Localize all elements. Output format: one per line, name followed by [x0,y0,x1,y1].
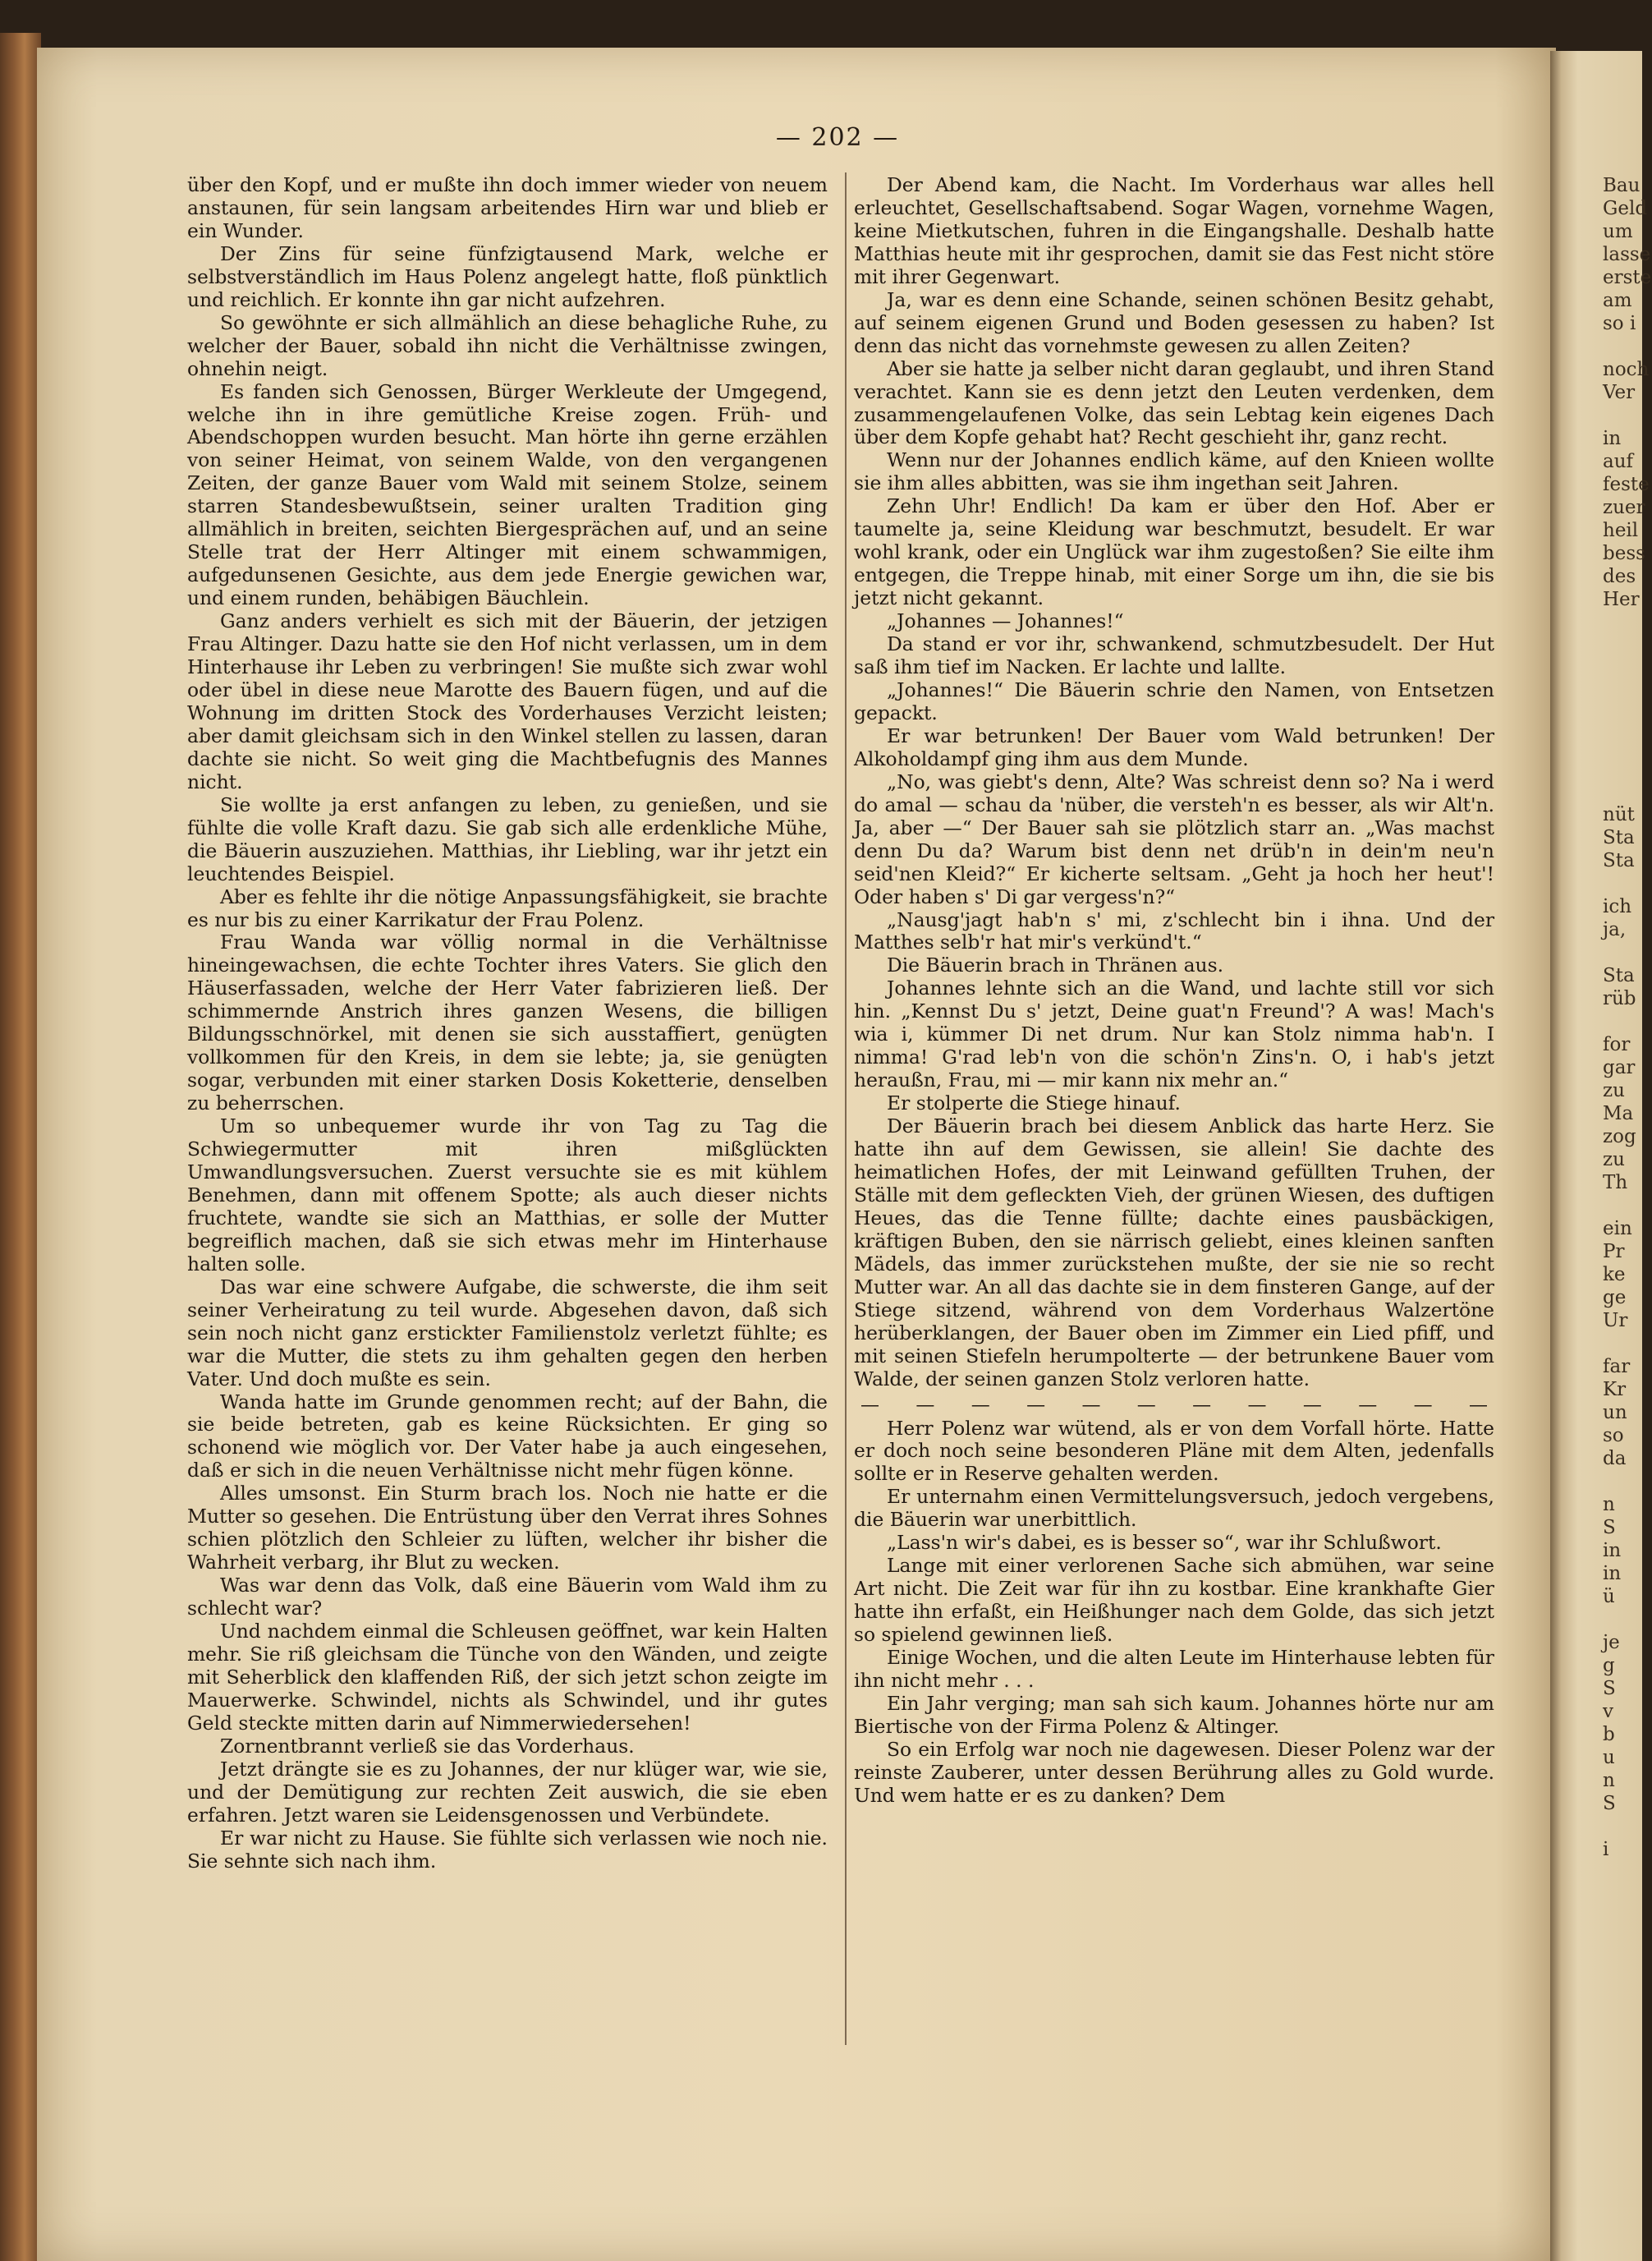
adjacent-page-fragment: ein [1603,1218,1632,1239]
adjacent-page-fragment: zu [1603,1080,1625,1101]
paragraph: Lange mit einer verlorenen Sache sich abmühen, war seine Art nicht. Die Zeit war für ihn zu kostbar. Eine krankhafte Gier hatte ihn erfaßt, ein Heißhunger nach dem Golde, das sich jetzt so spielend gewinnen ließ. [854,1554,1494,1647]
adjacent-page-fragment: je [1603,1632,1620,1653]
adjacent-page-fragment: Th [1603,1172,1628,1193]
paragraph: Zornentbrannt verließ sie das Vorderhaus. [220,1734,635,1758]
adjacent-page-fragment: lasse [1603,244,1651,265]
paragraph: Aber sie hatte ja selber nicht daran geglaubt, und ihren Stand verachtet. Kann sie es denn jetzt den Leuten verdenken, dem zusammengelaufenen Volke, das sein Lebtag kein eigenes Dach über dem Kopfe gehabt hat? Recht geschieht ihr, ganz recht. [854,356,1494,449]
column-divider [845,172,847,2045]
adjacent-page-fragment: rüb [1603,988,1636,1009]
adjacent-page-fragment: um [1603,221,1633,242]
paragraph: Herr Polenz war wütend, als er von dem Vorfall hörte. Hatte er doch noch seine besonderen Pläne mit dem Alten, jedenfalls sollte er in Reserve gehalten werden. [854,1416,1494,1486]
paragraph: Er war betrunken! Der Bauer vom Wald betrunken! Der Alkoholdampf ging ihm aus dem Munde. [854,724,1494,770]
paragraph: Und nachdem einmal die Schleusen geöffnet, war kein Halten mehr. Sie riß gleichsam die Tünche von den Wänden, und zeigte mit Seherblick den klaffenden Riß, der sich jetzt schon zeigte im Mauerwerke. Schwindel, nichts als Schwindel, und ihr gutes Geld steckte mitten darin auf Nimmerwiedersehen! [187,1620,828,1735]
paragraph: Einige Wochen, und die alten Leute im Hinterhause lebten für ihn nicht mehr . . . [854,1646,1494,1692]
adjacent-page-fragment: Sta [1603,850,1635,871]
adjacent-page-fragment: feste [1603,474,1650,495]
paragraph: „Lass'n wir's dabei, es is besser so“, war ihr Schlußwort. [887,1531,1442,1555]
adjacent-page-fragment: zog [1603,1126,1636,1147]
paragraph: Wenn nur der Johannes endlich käme, auf den Knieen wollte sie ihm alles abbitten, was sie ihm ingethan seit Jahren. [854,448,1494,495]
paragraph: Die Bäuerin brach in Thränen aus. [887,954,1224,977]
adjacent-page-fragment: v [1603,1701,1613,1722]
adjacent-page-fragment: S [1603,1678,1616,1699]
paragraph: Ein Jahr verging; man sah sich kaum. Johannes hörte nur am Biertische von der Firma Polenz & Altinger. [854,1691,1494,1738]
adjacent-page-fragment: so i [1603,313,1636,334]
section-separator-dashes: — — — — — — — — — — — — [860,1394,1488,1416]
paragraph: Er stolperte die Stiege hinauf. [887,1091,1181,1115]
adjacent-page-fragment: gar [1603,1057,1636,1078]
adjacent-page-fragment: am [1603,290,1632,311]
adjacent-page-fragment: Bau [1603,175,1641,196]
adjacent-page-fragment: un [1603,1402,1627,1423]
adjacent-page-fragment: zu [1603,1149,1625,1170]
adjacent-page-fragment: ü [1603,1586,1615,1607]
adjacent-page-fragment: heil [1603,520,1639,541]
adjacent-page-fragment: erste [1603,267,1652,288]
paragraph: Sie wollte ja erst anfangen zu leben, zu genießen, und sie fühlte die volle Kraft dazu. Sie gab sich alle erdenkliche Mühe, die Bäuerin auszuziehen. Matthias, ihr Liebling, war ihr jetzt ein leuchtendes Beispiel. [187,793,828,885]
paragraph: „Nausg'jagt hab'n s' mi, z'schlecht bin i ihna. Und der Matthes selb'r hat mir's verkünd't.“ [854,908,1494,954]
paragraph: Er unternahm einen Vermittelungsversuch, jedoch vergebens, die Bäuerin war unerbittlich. [854,1485,1494,1532]
page-number: — 202 — [775,123,900,152]
adjacent-page-fragment: ke [1603,1264,1626,1285]
adjacent-page-fragment: in [1603,1540,1622,1561]
paragraph: Alles umsonst. Ein Sturm brach los. Noch nie hatte er die Mutter so gesehen. Die Entrüstung über den Verrat ihres Sohnes schien plötzlich den Schleier zu lüften, welcher ihr bisher die Wahrheit verbarg, ihr Blut zu wecken. [187,1482,828,1574]
adjacent-page-fragment: for [1603,1034,1631,1055]
adjacent-page-fragment: ich [1603,896,1632,917]
paragraph: Der Abend kam, die Nacht. Im Vorderhaus war alles hell erleuchtet, Gesellschaftsabend. Sogar Wagen, vornehme Wagen, keine Mietkutschen, fuhren in die Eingangshalle. Deshalb hatte Matthias heute mit ihr gesprochen, damit sie das Fest nicht störe mit ihrer Gegenwart. [854,173,1494,288]
adjacent-page-fragment: so [1603,1425,1624,1446]
paragraph: Wanda hatte im Grunde genommen recht; auf der Bahn, die sie beide betreten, gab es keine Rücksichten. Er ging so schonend wie möglich vor. Der Vater habe ja auch eingesehen, daß er sich in die neuen Verhältnisse nicht mehr fügen könne. [187,1390,828,1482]
paragraph: Um so unbequemer wurde ihr von Tag zu Tag die Schwiegermutter mit ihren mißglückten Umwandlungsversuchen. Zuerst versuchte sie es mit kühlem Benehmen, dann mit offenem Spotte; als auch dieser nichts fruchtete, wandte sie sich an Matthias, er solle der Mutter begreiflich machen, daß sie sich etwas mehr im Hinterhause halten solle. [187,1114,828,1275]
adjacent-page-fragment: noch [1603,359,1650,380]
paragraph: Da stand er vor ihr, schwankend, schmutzbesudelt. Der Hut saß ihm tief im Nacken. Er lachte und lallte. [854,632,1494,679]
adjacent-page-fragment: Sta [1603,965,1635,986]
adjacent-page-fragment: ja, [1603,919,1627,940]
adjacent-page-fragment: far [1603,1356,1631,1377]
paragraph: Johannes lehnte sich an die Wand, und lachte still vor sich hin. „Kennst Du s' jetzt, Deine guat'n Freund'? A was! Mach's wia i, kümmer Di net drum. Nur kan Stolz nimma hab'n. I nimma! G'rad leb'n von die schön'n Zins'n. O, i hab's jetzt heraußn, Frau, mi — mir kann nix mehr an.“ [854,977,1494,1092]
adjacent-page-fragment: in [1603,428,1622,449]
adjacent-page-fragment: S [1603,1517,1616,1538]
paragraph: „Johannes — Johannes!“ [887,609,1124,633]
adjacent-page-fragment: g [1603,1655,1615,1676]
paragraph: Es fanden sich Genossen, Bürger Werkleute der Umgegend, welche ihn in ihre gemütliche Kreise zogen. Früh- und Abendschoppen wurden besucht. Man hörte ihn gerne erzählen von seiner Heimat, von seinem Walde, von den vergangenen Zeiten, der ganze Bauer vom Wald mit seinem Stolze, seinem starren Standesbewußtsein, seiner uralten Tradition ging allmählich in breiten, seichten Biergesprächen auf, und an seine Stelle trat der Herr Altinger mit einem schwammigen, aufgedunsenen Gesichte, aus dem jede Energie gewichen war, und einem runden, behäbigen Bäuchlein. [187,379,828,610]
adjacent-page-fragment: n [1603,1770,1615,1791]
left-text-column [187,174,828,2047]
adjacent-page-fragment: Ur [1603,1310,1628,1331]
paragraph: Zehn Uhr! Endlich! Da kam er über den Hof. Aber er taumelte ja, seine Kleidung war beschmutzt, besudelt. Er war wohl krank, oder ein Unglück war ihm zugestoßen? Sie eilte ihm entgegen, die Treppe hinab, mit einer Sorge um ihn, die sie bis jetzt nicht gekannt. [854,494,1494,610]
adjacent-page-fragment: da [1603,1448,1627,1469]
paragraph: Ja, war es denn eine Schande, seinen schönen Besitz gehabt, auf seinem eigenen Grund und Boden gesessen zu haben? Ist denn das nicht das vornehmste gewesen zu allen Zeiten? [854,287,1494,357]
paragraph: Das war eine schwere Aufgabe, die schwerste, die ihm seit seiner Verheiratung zu teil wurde. Abgesehen davon, daß sich sein noch nicht ganz erstickter Familienstolz verletzt fühlte; es war die Mutter, die stets zu ihm gehalten gegen den herben Vater. Und doch mußte es sein. [187,1275,828,1390]
paragraph: über den Kopf, und er mußte ihn doch immer wieder von neuem anstaunen, für sein langsam arbeitendes Hirn war und blieb er ein Wunder. [187,173,828,242]
adjacent-page-fragment: Her [1603,589,1640,610]
paragraph: Der Zins für seine fünfzigtausend Mark, welche er selbstverständlich im Haus Polenz angelegt hatte, floß pünktlich und reichlich. Er konnte ihn gar nicht aufzehren. [187,241,828,311]
adjacent-page-fragment: des [1603,566,1636,587]
adjacent-page-fragment: Ver [1603,382,1636,403]
adjacent-page-fragment: auf [1603,451,1634,472]
paragraph: So ein Erfolg war noch nie dagewesen. Dieser Polenz war der reinste Zauberer, unter dessen Berührung alles zu Gold wurde. Und wem hatte er es zu danken? Dem [854,1737,1494,1807]
book-spine [0,33,41,2261]
adjacent-page-fragment: Sta [1603,827,1635,848]
right-text-column [854,174,1494,2047]
adjacent-page-fragment: Ma [1603,1103,1634,1124]
paragraph: Frau Wanda war völlig normal in die Verhältnisse hineingewachsen, die echte Tochter ihres Vaters. Sie glich den Häuserfassaden, welche der Herr Vater fabrizieren ließ. Der schimmernde Anstrich ihres ganzen Wesens, die billigen Bildungsschnörkel, mit denen sie sich ausstaffiert, genügten vollkommen für den Kreis, in dem sie lebte; ja, sie genügten sogar, verbunden mit einer starken Dosis Koketterie, denselben zu beherrschen. [187,931,828,1115]
paragraph: Der Bäuerin brach bei diesem Anblick das harte Herz. Sie hatte ihn auf dem Gewissen, sie allein! Sie dachte des heimatlichen Hofes, der mit Leinwand gefüllten Truhen, der Ställe mit dem gefleckten Vieh, der grünen Wiesen, des duftigen Heues, das die Tenne füllte; dachte eines pausbäckigen, kräftigen Buben, den sie närrisch geliebt, eines kleinen sanften Mädels, das immer zurückstehen mußte, der sie nie so recht Mutter war. An all das dachte sie in dem finsteren Gange, auf der Stiege sitzend, während von dem Vorderhaus Walzertöne herüberklangen, der Bauer oben im Zimmer ein Lied pfiff, und mit seinen Stiefeln herumpolterte — der betrunkene Bauer vom Walde, der seinen ganzen Stolz verloren hatte. [854,1114,1494,1390]
paragraph: So gewöhnte er sich allmählich an diese behagliche Ruhe, zu welcher der Bauer, sobald ihn nicht die Verhältnisse zwingen, ohnehin neigt. [187,310,828,380]
adjacent-page-fragment: Kr [1603,1379,1627,1400]
adjacent-page-fragment: u [1603,1747,1615,1768]
adjacent-page-fragment: Pr [1603,1241,1625,1262]
adjacent-page-fragment: zuer [1603,497,1645,518]
adjacent-page-fragment: b [1603,1724,1615,1745]
paragraph: Was war denn das Volk, daß eine Bäuerin vom Wald ihm zu schlecht war? [187,1574,828,1620]
adjacent-page-fragment: Geld [1603,198,1648,219]
paragraph: Jetzt drängte sie es zu Johannes, der nur klüger war, wie sie, und der Demütigung zur rechten Zeit auswich, die sie eben erfahren. Jetzt waren sie Leidensgenossen und Verbündete. [187,1757,828,1827]
paragraph: Ganz anders verhielt es sich mit der Bäuerin, der jetzigen Frau Altinger. Dazu hatte sie den Hof nicht verlassen, um in dem Hinterhause ihr Leben zu verbringen! Sie mußte sich zwar wohl oder übel in diese neue Marotte des Bauern fügen, und auf die Wohnung im dritten Stock des Vorderhauses Verzicht leisten; aber damit gleichsam sich in den Winkel stellen zu lassen, daran dachte sie nicht. So weit ging die Machtbefugnis des Mannes nicht. [187,609,828,793]
adjacent-page-fragment: in [1603,1563,1622,1584]
paragraph: Aber es fehlte ihr die nötige Anpassungsfähigkeit, sie brachte es nur bis zu einer Karrikatur der Frau Polenz. [187,885,828,931]
adjacent-page-fragment: i [1603,1839,1609,1860]
adjacent-page-fragment: n [1603,1494,1615,1515]
paragraph: „No, was giebt's denn, Alte? Was schreist denn so? Na i werd do amal — schau da 'nüber, die versteh'n es besser, als wir Alt'n. Ja, aber —“ Der Bauer sah sie plötzlich starr an. „Was machst denn Du da? Warum bist denn net drüb'n in dein'm neu'n seid'nen Kleid?“ Er kicherte seltsam. „Geht ja hoch her heut'! Oder haben s' Di gar vergess'n?“ [854,770,1494,908]
adjacent-page-fragment: S [1603,1793,1616,1814]
adjacent-page-fragment: nüt [1603,804,1635,825]
adjacent-page-fragment: ge [1603,1287,1627,1308]
paragraph: „Johannes!“ Die Bäuerin schrie den Namen, von Entsetzen gepackt. [854,678,1494,724]
adjacent-page-fragment: bess [1603,543,1645,564]
paragraph: Er war nicht zu Hause. Sie fühlte sich verlassen wie noch nie. Sie sehnte sich nach ihm. [187,1826,828,1873]
